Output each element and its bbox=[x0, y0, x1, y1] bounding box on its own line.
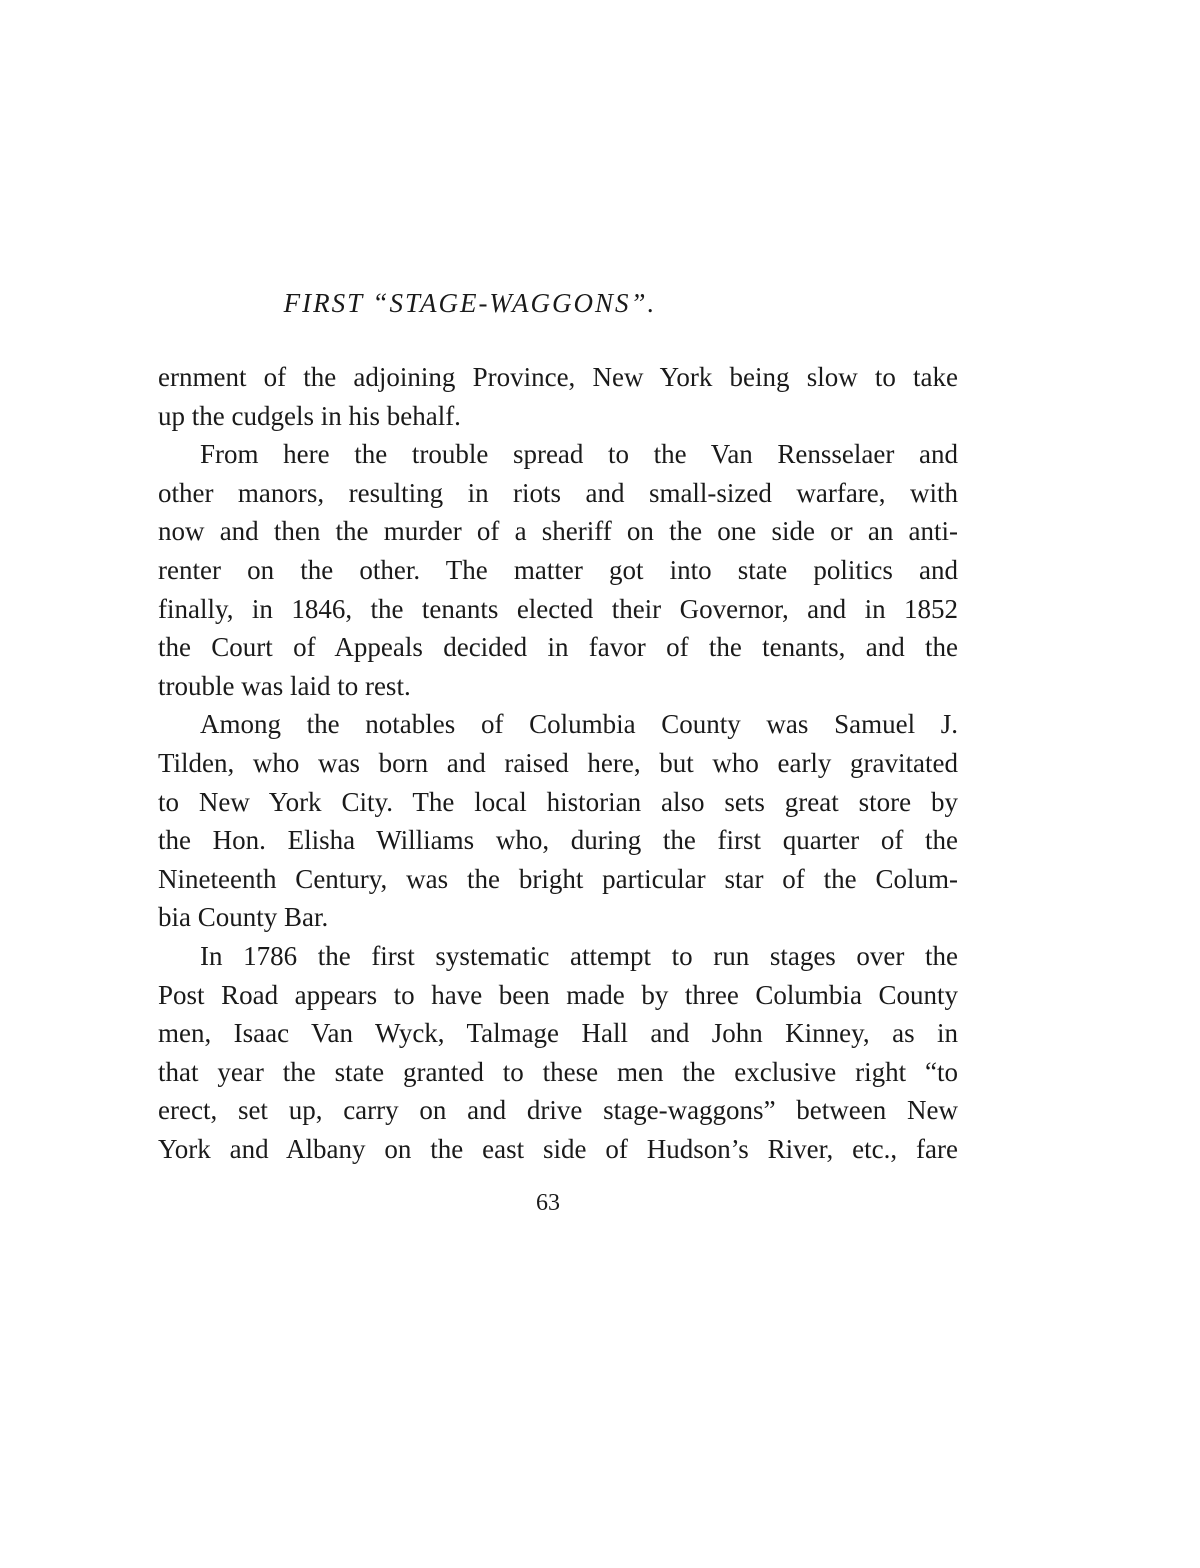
text-line: renter on the other. The matter got into state politics and bbox=[158, 554, 958, 585]
text-line: Among the notables of Columbia County was Samuel J. bbox=[200, 709, 958, 740]
text-line: now and then the murder of a sheriff on the one side or an anti- bbox=[158, 516, 958, 547]
text-line: other manors, resulting in riots and small-sized warfare, with bbox=[158, 477, 958, 508]
text-line: Nineteenth Century, was the bright particular star of the Colum- bbox=[158, 863, 958, 894]
text-line: Tilden, who was born and raised here, but who early gravitated bbox=[158, 747, 958, 778]
text-line: up the cudgels in his behalf. bbox=[158, 400, 461, 431]
text-line: the Court of Appeals decided in favor of the tenants, and the bbox=[158, 632, 958, 663]
text-line: ernment of the adjoining Province, New York being slow to take bbox=[158, 362, 958, 392]
body-text bbox=[158, 358, 958, 1168]
text-line: to New York City. The local historian also sets great store by bbox=[158, 786, 958, 817]
text-line: In 1786 the first systematic attempt to run stages over the bbox=[200, 940, 958, 971]
text-line: From here the trouble spread to the Van Rensselaer and bbox=[200, 439, 958, 470]
text-line: finally, in 1846, the tenants elected their Governor, and in 1852 bbox=[158, 593, 958, 624]
running-title: FIRST “STAGE-WAGGONS”. bbox=[283, 288, 657, 318]
text-line: the Hon. Elisha Williams who, during the first quarter of the bbox=[158, 825, 958, 856]
text-line: that year the state granted to these men the exclusive right “to bbox=[158, 1056, 958, 1087]
text-line: men, Isaac Van Wyck, Talmage Hall and John Kinney, as in bbox=[158, 1018, 958, 1049]
text-line: York and Albany on the east side of Hudson’s River, etc., fare bbox=[158, 1133, 958, 1164]
text-line: bia County Bar. bbox=[158, 902, 329, 933]
text-line: trouble was laid to rest. bbox=[158, 670, 411, 701]
page-number: 63 bbox=[536, 1190, 560, 1216]
text-line: Post Road appears to have been made by three Columbia County bbox=[158, 979, 958, 1010]
text-line: erect, set up, carry on and drive stage-waggons” between New bbox=[158, 1095, 958, 1126]
